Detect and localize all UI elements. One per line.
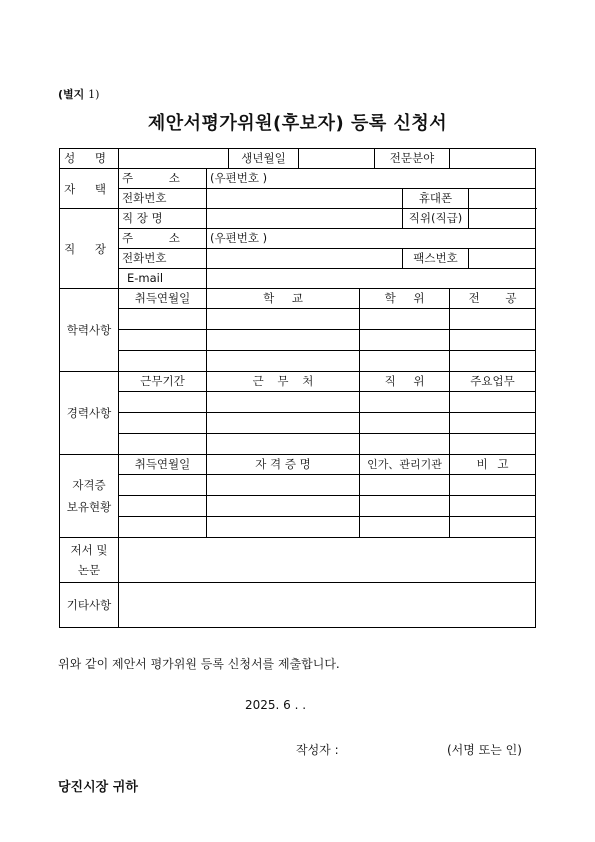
fax-label: 팩스번호 <box>403 249 469 269</box>
career-cell[interactable] <box>360 413 450 434</box>
license-cell[interactable] <box>207 517 360 538</box>
email-row <box>60 269 536 289</box>
home-address-row <box>60 169 536 189</box>
home-phone-row <box>60 189 536 209</box>
field-label: 전문분야 <box>375 149 450 169</box>
career-cell[interactable] <box>450 434 536 455</box>
education-header-row <box>60 289 536 309</box>
papers-field[interactable] <box>119 538 536 583</box>
career-cell[interactable] <box>450 413 536 434</box>
education-cell[interactable] <box>450 330 536 351</box>
career-row <box>60 413 536 434</box>
license-header-row <box>60 455 536 475</box>
work-postal-label: (우편번호 ) <box>210 231 268 245</box>
education-row <box>60 309 536 330</box>
mobile-field[interactable] <box>469 189 536 209</box>
work-address-label-text: 주 소 <box>122 231 196 245</box>
field-field[interactable] <box>450 149 536 169</box>
email-label: E-mail <box>119 269 207 289</box>
career-header-row <box>60 372 536 392</box>
career-cell[interactable] <box>360 434 450 455</box>
work-address-row <box>60 229 536 249</box>
license-cell[interactable] <box>360 517 450 538</box>
name-field[interactable] <box>119 149 229 169</box>
license-cell[interactable] <box>207 475 360 496</box>
submit-statement: 위와 같이 제안서 평가위원 등록 신청서를 제출합니다. <box>58 657 340 671</box>
license-cell[interactable] <box>450 517 536 538</box>
page-title: 제안서평가위원(후보자) 등록 신청서 <box>147 113 448 134</box>
license-header-note: 비 고 <box>450 455 536 475</box>
license-cell[interactable] <box>207 496 360 517</box>
license-label-line2: 보유현황 <box>66 500 112 514</box>
license-cell[interactable] <box>450 475 536 496</box>
name-row <box>60 149 536 169</box>
education-cell[interactable] <box>360 309 450 330</box>
work-name-row <box>60 209 536 229</box>
license-cell[interactable] <box>360 475 450 496</box>
other-row <box>60 583 536 628</box>
career-header-duties: 주요업무 <box>450 372 536 392</box>
home-address-label <box>119 169 207 189</box>
papers-label <box>60 538 119 583</box>
license-header-date: 취득연월일 <box>119 455 207 475</box>
education-cell[interactable] <box>119 330 207 351</box>
date-line: 2025. 6 . . <box>245 698 307 712</box>
license-cell[interactable] <box>119 517 207 538</box>
home-address-label-text: 주 소 <box>122 171 196 185</box>
education-header-major: 전 공 <box>450 289 536 309</box>
papers-label-line1: 저서 및 <box>70 543 108 557</box>
education-cell[interactable] <box>450 309 536 330</box>
license-label <box>60 455 119 538</box>
career-header-position: 직 위 <box>360 372 450 392</box>
career-cell[interactable] <box>119 392 207 413</box>
license-header-agency: 인가、관리기관 <box>360 455 450 475</box>
company-field[interactable] <box>207 209 403 229</box>
position-field[interactable] <box>469 209 536 229</box>
signature-label: (서명 또는 인) <box>447 743 522 757</box>
writer-label: 작성자 : <box>296 743 339 757</box>
career-cell[interactable] <box>119 413 207 434</box>
mobile-label: 휴대폰 <box>403 189 469 209</box>
addressee: 당진시장 귀하 <box>58 780 138 795</box>
home-postal-label: (우편번호 ) <box>210 171 268 185</box>
education-cell[interactable] <box>450 351 536 372</box>
education-cell[interactable] <box>207 351 360 372</box>
license-row <box>60 517 536 538</box>
career-cell[interactable] <box>119 434 207 455</box>
license-cell[interactable] <box>450 496 536 517</box>
education-cell[interactable] <box>360 330 450 351</box>
home-address-field[interactable] <box>207 169 536 189</box>
license-label-line1: 자격증 <box>72 478 106 492</box>
home-label: 자 택 <box>60 169 119 209</box>
license-cell[interactable] <box>360 496 450 517</box>
attachment-label-text: (별지 <box>58 88 85 101</box>
birth-field[interactable] <box>299 149 375 169</box>
birth-label: 생년월일 <box>229 149 299 169</box>
education-cell[interactable] <box>207 330 360 351</box>
career-cell[interactable] <box>450 392 536 413</box>
education-cell[interactable] <box>119 351 207 372</box>
career-header-period: 근무기간 <box>119 372 207 392</box>
education-header-date: 취득연월일 <box>119 289 207 309</box>
work-address-field[interactable] <box>207 229 536 249</box>
education-header-school: 학 교 <box>207 289 360 309</box>
work-label: 직 장 <box>60 209 119 289</box>
education-row <box>60 351 536 372</box>
license-cell[interactable] <box>119 496 207 517</box>
work-phone-row <box>60 249 536 269</box>
email-field[interactable] <box>207 269 536 289</box>
application-form-table <box>59 148 536 628</box>
papers-row <box>60 538 536 583</box>
education-row <box>60 330 536 351</box>
other-label: 기타사항 <box>60 583 119 628</box>
career-row <box>60 392 536 413</box>
education-cell[interactable] <box>119 309 207 330</box>
name-label: 성 명 <box>60 149 119 169</box>
education-cell[interactable] <box>207 309 360 330</box>
education-header-degree: 학 위 <box>360 289 450 309</box>
position-label: 직위(직급) <box>403 209 469 229</box>
home-phone-field[interactable] <box>207 189 403 209</box>
education-label: 학력사항 <box>60 289 119 372</box>
work-phone-label: 전화번호 <box>119 249 207 269</box>
home-phone-label: 전화번호 <box>119 189 207 209</box>
attachment-label <box>58 86 99 102</box>
career-cell[interactable] <box>207 413 360 434</box>
work-address-label <box>119 229 207 249</box>
career-label: 경력사항 <box>60 372 119 455</box>
fax-field[interactable] <box>469 249 536 269</box>
license-row <box>60 496 536 517</box>
other-field[interactable] <box>119 583 536 628</box>
career-cell[interactable] <box>207 434 360 455</box>
career-cell[interactable] <box>207 392 360 413</box>
education-cell[interactable] <box>360 351 450 372</box>
license-row <box>60 475 536 496</box>
company-label: 직 장 명 <box>119 209 207 229</box>
career-row <box>60 434 536 455</box>
license-header-name: 자 격 증 명 <box>207 455 360 475</box>
papers-label-line2: 논문 <box>77 563 101 577</box>
attachment-label-number: 1) <box>88 88 100 101</box>
work-phone-field[interactable] <box>207 249 403 269</box>
career-header-workplace: 근 무 처 <box>207 372 360 392</box>
license-cell[interactable] <box>119 475 207 496</box>
career-cell[interactable] <box>360 392 450 413</box>
